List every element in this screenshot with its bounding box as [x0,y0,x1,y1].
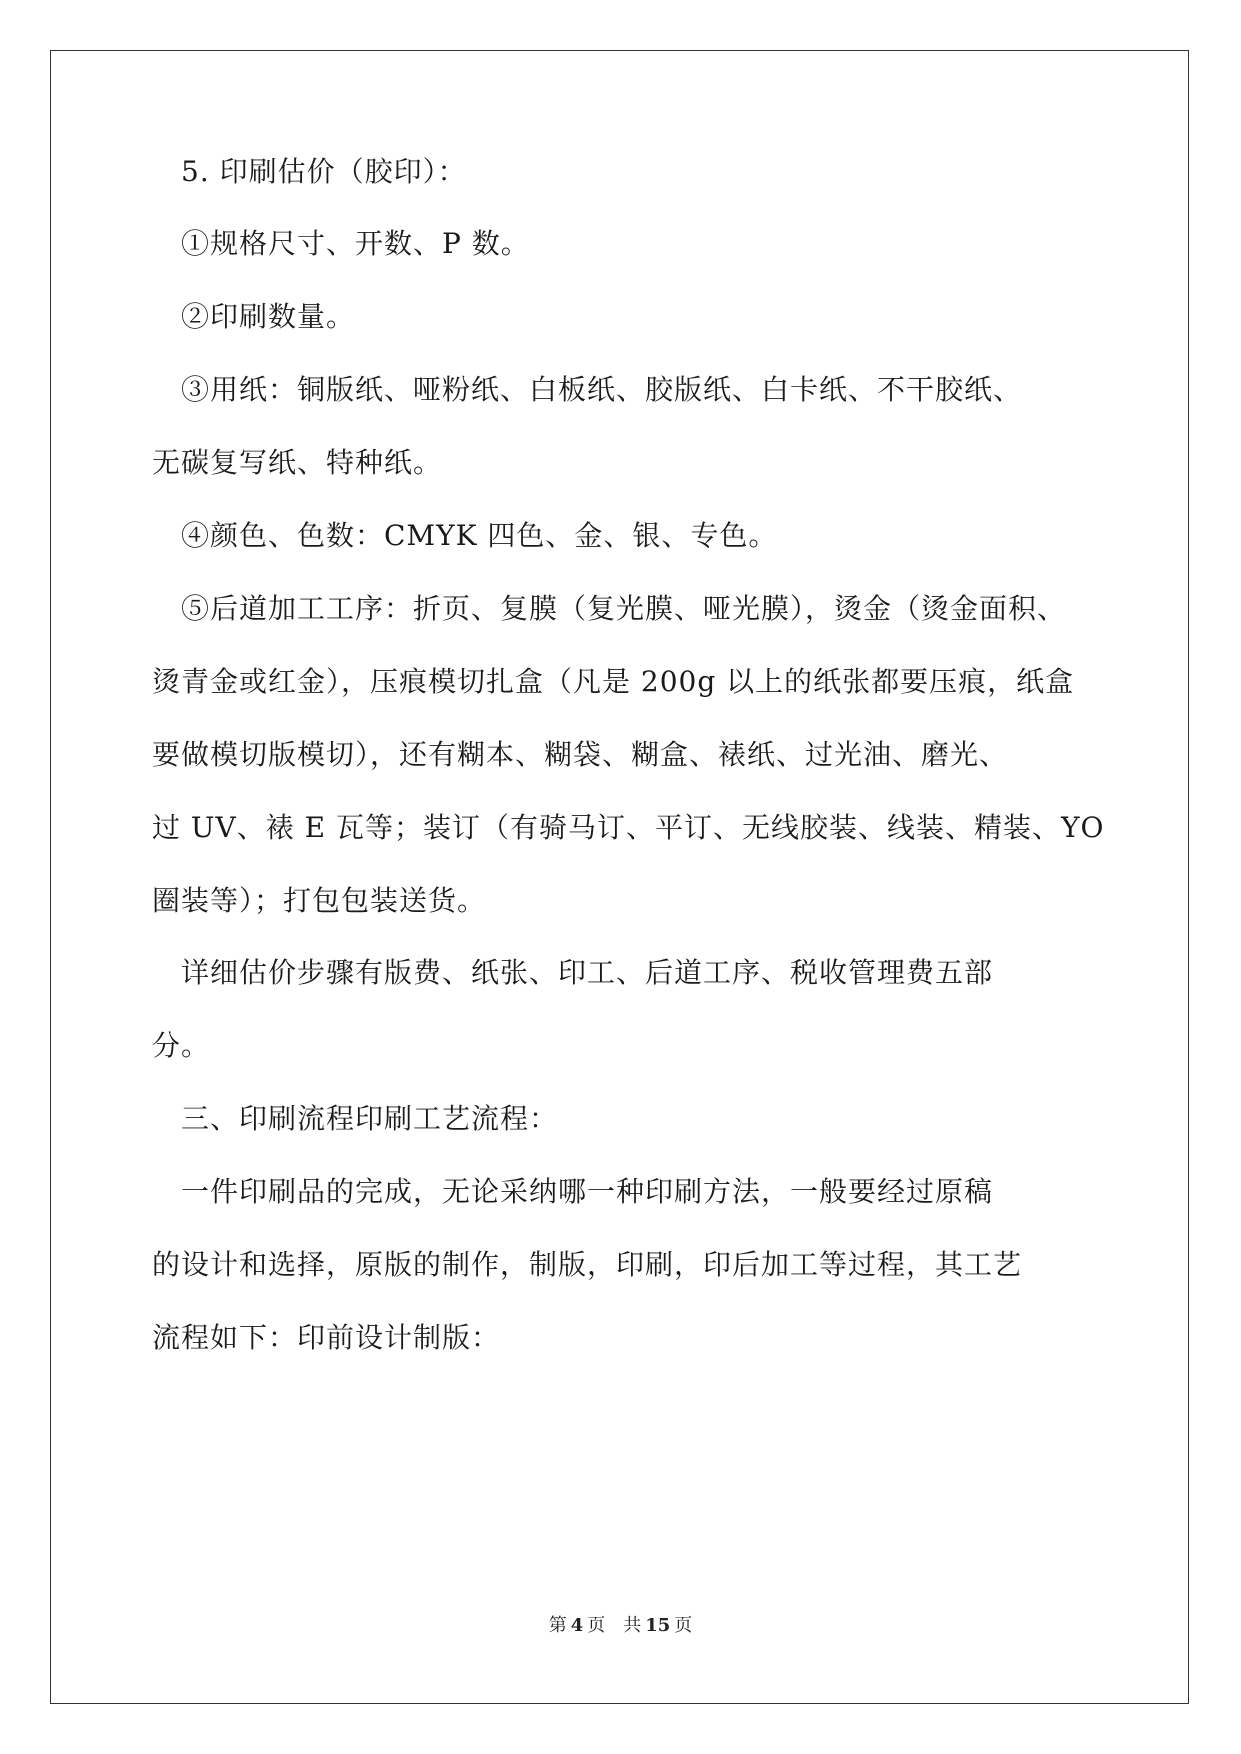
footer-total-pages: 15 [645,1615,671,1636]
section-heading-printing-process [152,1099,1092,1139]
text-line: 一件印刷品的完成，无论采纳哪一种印刷方法，一般要经过原稿 [152,1175,994,1208]
paragraph-item-2 [152,297,1092,337]
paragraph-item-5 [152,589,1105,921]
text-line: 圈装等）；打包包装送货。 [152,884,487,917]
paragraph-item-4 [152,516,1092,556]
text-line: ②印刷数量。 [152,300,356,333]
footer-total-suffix: 页 [674,1615,693,1636]
text-line: 的设计和选择，原版的制作，制版，印刷，印后加工等过程，其工艺 [152,1248,1023,1281]
text-line: ③用纸：铜版纸、哑粉纸、白板纸、胶版纸、白卡纸、不干胶纸、 [152,373,1023,406]
paragraph-printing-estimate-title [152,152,1092,192]
text-line: 烫青金或红金），压痕模切扎盒（凡是 200g 以上的纸张都要压痕，纸盒 [152,665,1075,698]
text-line: ①规格尺寸、开数、P 数。 [152,227,530,260]
paragraph-process-description [152,1172,1092,1358]
text-line: 分。 [152,1029,211,1062]
paragraph-item-3 [152,370,1092,483]
paragraph-estimate-steps [152,953,1092,1066]
text-line: 流程如下：印前设计制版： [152,1321,501,1354]
text-line: 要做模切版模切），还有糊本、糊袋、糊盒、裱纸、过光油、磨光、 [152,738,1009,771]
page-footer [0,1614,1241,1638]
text-line: 过 UV、裱 E 瓦等；装订（有骑马订、平订、无线胶装、线装、精装、YO [152,811,1105,844]
paragraph-item-1 [152,224,1092,264]
footer-page-number: 4 [570,1615,584,1636]
footer-page-suffix: 页 [587,1615,606,1636]
text-line: 详细估价步骤有版费、纸张、印工、后道工序、税收管理费五部 [152,956,994,989]
text-line: 无碳复写纸、特种纸。 [152,446,443,479]
footer-page-prefix: 第 [548,1615,567,1636]
text-line: 三、印刷流程印刷工艺流程： [152,1102,559,1135]
text-line: 5. 印刷估价（胶印）： [152,155,467,188]
text-line: ⑤后道加工工序：折页、复膜（复光膜、哑光膜），烫金（烫金面积、 [152,592,1067,625]
text-line: ④颜色、色数：CMYK 四色、金、银、专色。 [152,519,778,552]
footer-total-prefix: 共 [623,1615,642,1636]
